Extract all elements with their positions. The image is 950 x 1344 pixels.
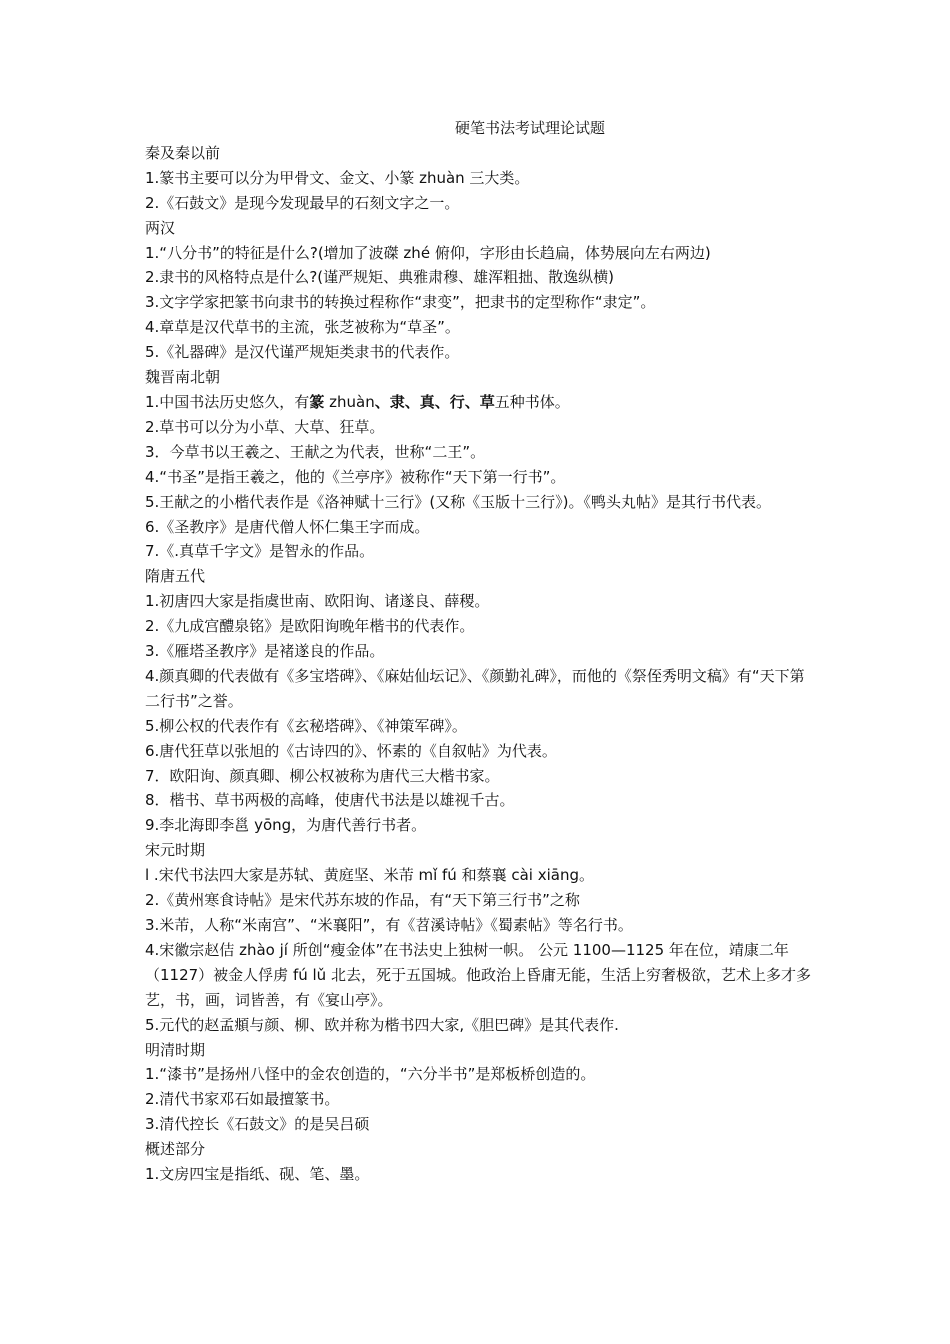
text-line: 1.文房四宝是指纸、砚、笔、墨。 — [145, 1165, 370, 1184]
document-title: 硬笔书法考试理论试题 — [454, 119, 605, 137]
text-line: 6.唐代狂草以张旭的《古诗四的》、怀素的《自叙帖》为代表。 — [145, 741, 557, 760]
text-line: 4.宋徽宗赵佶 zhào jí 所创“瘦金体”在书法史上独树一帜。 公元 1100—1125 年在位，靖康二年（1127）被金人俘虏 fú lǔ 北去，死于五国城。他政治上昏庸无能，生活上穷奢极欲，艺术上多才多艺，书，画，词皆善，有《宴山亭》。 — [145, 940, 811, 1009]
section-heading-weijin: 魏晋南北朝 — [145, 368, 221, 387]
text-line: 2.清代书家邓石如最擅篆书。 — [145, 1090, 340, 1109]
text-line: 1.“八分书”的特征是什么?(增加了波磔 zhé 俯仰，字形由长趋扁，体势展向左右两边) — [145, 243, 711, 262]
section-heading-qin: 秦及秦以前 — [145, 143, 221, 162]
section-heading-songyuan: 宋元时期 — [145, 841, 206, 860]
text-line: 7.《.真草千字文》是智永的作品。 — [145, 542, 375, 561]
text-line: 5.元代的赵孟頫与颜、柳、欧并称为楷书四大家,《胆巴碑》是其代表作. — [145, 1015, 619, 1034]
text-line — [145, 390, 815, 415]
text-line: 3．今草书以王羲之、王献之为代表，世称“二王”。 — [145, 442, 486, 461]
text-line: 3.米芾，人称“米南宫”、“米襄阳”，有《苕溪诗帖》《蜀素帖》等名行书。 — [145, 916, 633, 934]
text-line: 1.“漆书”是扬州八怪中的金农创造的，“六分半书”是郑板桥创造的。 — [145, 1065, 596, 1084]
text-line: 2.《九成宫醴泉铭》是欧阳询晚年楷书的代表作。 — [145, 617, 475, 636]
section-heading-suitang: 隋唐五代 — [145, 567, 206, 586]
section-heading-overview: 概述部分 — [145, 1140, 206, 1159]
text-line: 1.初唐四大家是指虞世南、欧阳询、诸遂良、薛稷。 — [145, 592, 490, 611]
text-line: 2.草书可以分为小草、大草、狂草。 — [145, 417, 385, 436]
text-line: 3.文字学家把篆书向隶书的转换过程称作“隶变”，把隶书的定型称作“隶定”。 — [145, 293, 656, 312]
text-line: 5.柳公权的代表作有《玄秘塔碑》、《神策军碑》。 — [145, 716, 467, 735]
text-line: 5.《礼器碑》是汉代谨严规矩类隶书的代表作。 — [145, 343, 460, 362]
document-page — [145, 116, 815, 1187]
text-line: l .宋代书法四大家是苏轼、黄庭坚、米芾 mǐ fú 和蔡襄 cài xiāng。 — [145, 866, 594, 885]
text-line: 4.“书圣”是指王羲之，他的《兰亭序》被称作“天下第一行书”。 — [145, 467, 566, 486]
text-line: 1.篆书主要可以分为甲骨文、金文、小篆 zhuàn 三大类。 — [145, 168, 530, 187]
text-line: 6.《圣教序》是唐代僧人怀仁集王字而成。 — [145, 517, 430, 536]
text-span: zhuàn — [324, 392, 375, 411]
bold-text: 篆 — [309, 392, 325, 411]
text-span: 1.中国书法历史悠久，有 — [145, 392, 310, 411]
text-line: 7．欧阳询、颜真卿、柳公权被称为唐代三大楷书家。 — [145, 766, 500, 785]
text-span: 五种书体。 — [494, 392, 570, 411]
text-line: 2.《石鼓文》是现今发现最早的石刻文字之一。 — [145, 193, 460, 212]
text-line: 4.颜真卿的代表做有《多宝塔碑》、《麻姑仙坛记》、《颜勤礼碑》，而他的《祭侄秀明文稿》有“天下第二行书”之誉。 — [145, 666, 805, 710]
text-line: 5.王献之的小楷代表作是《洛神赋十三行》(又称《玉版十三行》)。《鸭头丸帖》是其行书代表。 — [145, 492, 772, 511]
bold-text: 、隶、真、行、草 — [374, 392, 495, 411]
section-heading-mingqing: 明清时期 — [145, 1040, 206, 1059]
text-line: 9.李北海即李邕 yōng，为唐代善行书者。 — [145, 816, 427, 835]
text-line: 8．楷书、草书两极的高峰，使唐代书法是以雄视千古。 — [145, 791, 515, 810]
text-line: 2.《黄州寒食诗帖》是宋代苏东坡的作品，有“天下第三行书”之称 — [145, 891, 580, 910]
text-line: 3.《雁塔圣教序》是褚遂良的作品。 — [145, 642, 385, 661]
text-line: 4.章草是汉代草书的主流，张芝被称为“草圣”。 — [145, 318, 460, 337]
section-heading-han: 两汉 — [145, 218, 176, 237]
text-line: 2.隶书的风格特点是什么?(谨严规矩、典雅肃穆、雄浑粗拙、散逸纵横) — [145, 268, 614, 287]
text-line: 3.清代控长《石鼓文》的是吴吕硕 — [145, 1115, 370, 1134]
